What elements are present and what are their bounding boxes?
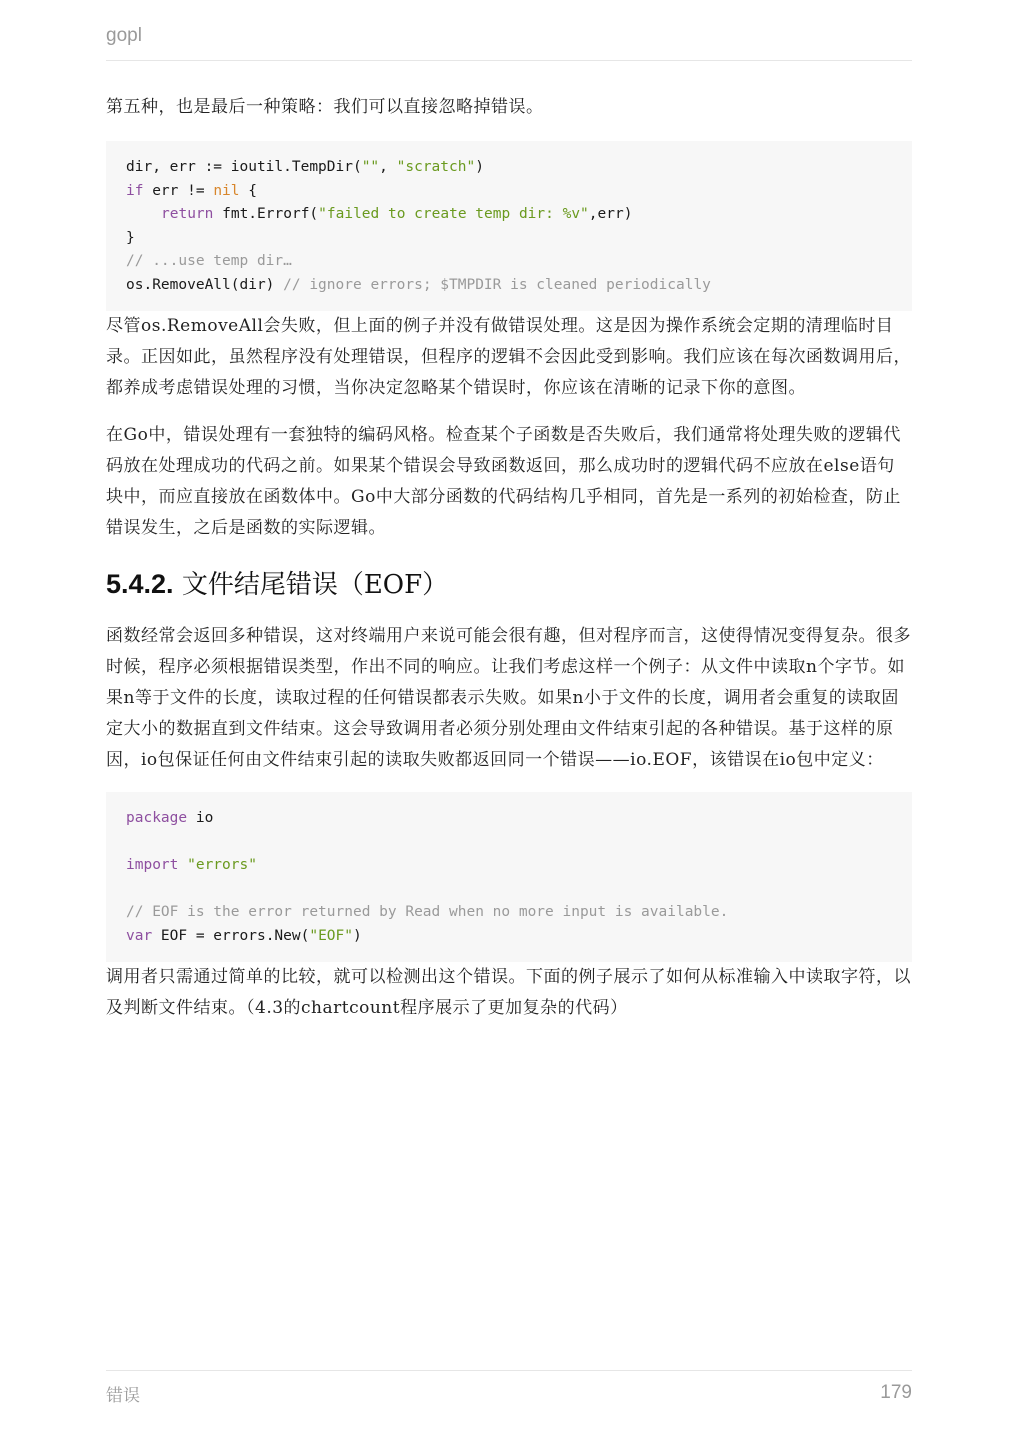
section-heading [106,562,912,607]
code-line [126,227,892,251]
code-comment: // ...use temp dir… [126,253,292,269]
code-text: fmt.Errorf( [213,206,319,222]
code-text: ) [353,927,362,944]
page-header [106,22,912,61]
code-keyword: import [126,857,179,873]
code-text: } [126,229,135,246]
code-text: { [239,182,257,199]
code-text: EOF = errors.New( [152,927,310,944]
code-line [126,807,892,831]
code-text: ,err) [588,206,633,222]
code-text: io [187,810,214,826]
code-string: "errors" [178,857,257,873]
code-comment: // EOF is the error returned by Read when no more input is available. [126,904,729,920]
code-keyword: var [126,927,153,944]
code-line [126,274,892,298]
code-line [126,203,892,227]
code-string: "" [361,159,380,175]
section-title: 文件结尾错误（EOF） [181,570,449,600]
book-title: gopl [106,25,142,46]
code-text: dir, err := ioutil.TempDir( [126,159,362,175]
body-paragraph: 调用者只需通过简单的比较，就可以检测出这个错误。下面的例子展示了如何从标准输入中读取字符，以及判断文件结束。（4.3的chartcount程序展示了更加复杂的代码） [106,967,911,1018]
body-paragraph: 函数经常会返回多种错误，这对终端用户来说可能会很有趣，但对程序而言，这使得情况变得复杂。很多时候，程序必须根据错误类型，作出不同的响应。让我们考虑这样一个例子：从文件中读取n个字节。如果n等于文件的长度，读取过程的任何错误都表示失败。如果n小于文件的长度，调用者会重复的读取固定大小的数据直到文件结束。这会导致调用者必须分别处理由文件结束引起的各种错误。基于这样的原因，io包保证任何由文件结束引起的读取失败都返回同一个错误——io.EOF，该错误在io包中定义： [106,626,911,770]
code-text: os.RemoveAll(dir) [126,276,284,293]
code-line [126,901,892,925]
code-string: "scratch" [396,159,476,175]
chapter-name: 错误 [106,1386,140,1406]
code-text: , [379,159,397,175]
code-keyword: return [161,206,214,222]
code-string: "EOF" [309,927,353,944]
code-keyword: if [126,182,144,199]
code-block-tempdir [106,141,912,311]
body-paragraph: 在Go中，错误处理有一套独特的编码风格。检查某个子函数是否失败后，我们通常将处理失败的逻辑代码放在处理成功的代码之前。如果某个错误会导致函数返回，那么成功时的逻辑代码不应放在else语句块中，而应直接放在函数体中。Go中大部分函数的代码结构几乎相同，首先是一系列的初始检查，防止错误发生，之后是函数的实际逻辑。 [106,425,901,538]
code-text: err != [143,182,214,199]
page-content [106,92,912,1024]
intro-paragraph: 第五种，也是最后一种策略：我们可以直接忽略掉错误。 [106,97,544,117]
body-paragraph: 尽管os.RemoveAll会失败，但上面的例子并没有做错误处理。这是因为操作系统会定期的清理临时目录。正因如此，虽然程序没有处理错误，但程序的逻辑不会因此受到影响。我们应该在每次函数调用后，都养成考虑错误处理的习惯，当你决定忽略某个错误时，你应该在清晰的记录下你的意图。 [106,316,911,398]
code-line [126,156,892,180]
code-line [126,925,892,949]
code-comment: // ignore errors; $TMPDIR is cleaned periodically [283,276,711,293]
section-number: 5.4.2. [106,569,174,599]
code-text: ) [475,159,484,175]
code-line [126,250,892,274]
code-block-io-eof [106,792,912,962]
code-line [126,180,892,204]
code-line [126,854,892,878]
page-footer [106,1370,912,1421]
page-number: 179 [880,1382,912,1403]
code-string: "failed to create temp dir: %v" [318,206,589,222]
code-literal: nil [213,182,240,199]
code-keyword: package [126,810,188,826]
